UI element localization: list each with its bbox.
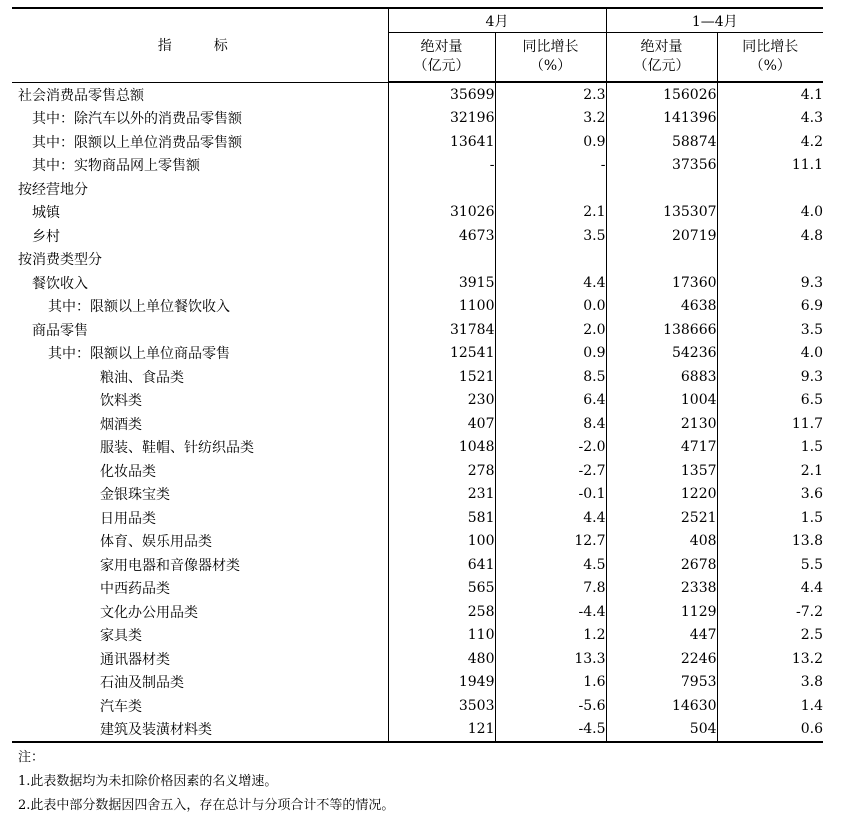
- month-growth-value: -4.5: [495, 718, 606, 743]
- table-row: [12, 295, 823, 319]
- ytd-growth-value: 11.1: [791, 157, 824, 174]
- month-growth-value: 4.4: [495, 506, 606, 530]
- abs-label: 绝对量: [640, 39, 683, 55]
- month-growth-value: [495, 177, 606, 201]
- month-absolute-value: 31784: [388, 318, 495, 342]
- abs-label: 绝对量: [420, 39, 463, 55]
- row-label: 商品零售: [12, 318, 388, 342]
- table-row: [12, 553, 823, 577]
- note-item-2: 2.此表中部分数据因四舍五入，存在总计与分项合计不等的情况。: [18, 798, 395, 813]
- month-absolute-value: 1949: [388, 671, 495, 695]
- table-row: [12, 600, 823, 624]
- ytd-growth-value: 9.3: [800, 368, 824, 385]
- month-growth-value: 1.6: [495, 671, 606, 695]
- month-absolute-value: 13641: [388, 130, 495, 154]
- row-label: 餐饮收入: [12, 271, 388, 295]
- ytd-growth-value: 4.4: [800, 580, 824, 597]
- growth-label: 同比增长: [522, 39, 579, 55]
- month-absolute-value: 110: [388, 624, 495, 648]
- ytd-absolute-value: 2678: [606, 553, 717, 577]
- ytd-growth-value: 3.5: [800, 321, 824, 338]
- ytd-growth-value: 5.5: [800, 556, 824, 573]
- ytd-absolute-value: 14630: [606, 694, 717, 718]
- row-label: 中西药品类: [12, 577, 388, 601]
- row-label: 建筑及装潢材料类: [12, 718, 388, 743]
- month-growth-header: [495, 33, 606, 83]
- month-absolute-value: 4673: [388, 224, 495, 248]
- month-growth-value: [495, 248, 606, 272]
- table-row: [12, 130, 823, 154]
- ytd-absolute-value: 504: [606, 718, 717, 743]
- table-row: [12, 271, 823, 295]
- ytd-growth-value: 1.5: [800, 439, 824, 456]
- table-row: [12, 224, 823, 248]
- growth-unit: （%）: [749, 58, 791, 74]
- ytd-absolute-value: 54236: [606, 342, 717, 366]
- ytd-growth-value: 4.8: [800, 227, 824, 244]
- ytd-absolute-value: 7953: [606, 671, 717, 695]
- ytd-abs-header: [606, 33, 717, 83]
- retail-sales-table: [12, 7, 823, 743]
- row-label: 乡村: [12, 224, 388, 248]
- ytd-absolute-value: 1357: [606, 459, 717, 483]
- month-growth-value: 7.8: [495, 577, 606, 601]
- month-growth-value: 0.9: [495, 342, 606, 366]
- row-label: 日用品类: [12, 506, 388, 530]
- table-row: [12, 412, 823, 436]
- ytd-growth-value: 4.0: [800, 345, 824, 362]
- month-growth-value: 2.3: [495, 82, 606, 107]
- period-month-header: 4月: [388, 8, 606, 33]
- month-growth-value: 6.4: [495, 389, 606, 413]
- ytd-absolute-value: 17360: [606, 271, 717, 295]
- month-growth-value: 13.3: [495, 647, 606, 671]
- ytd-absolute-value: 1129: [606, 600, 717, 624]
- month-absolute-value: 480: [388, 647, 495, 671]
- ytd-absolute-value: 2130: [606, 412, 717, 436]
- ytd-absolute-value: 135307: [606, 201, 717, 225]
- ytd-absolute-value: 2338: [606, 577, 717, 601]
- month-growth-value: 4.5: [495, 553, 606, 577]
- table-row: [12, 483, 823, 507]
- ytd-growth-value: 3.8: [800, 674, 824, 691]
- month-growth-value: 3.5: [495, 224, 606, 248]
- month-growth-value: 1.2: [495, 624, 606, 648]
- row-label: 服装、鞋帽、针纺织品类: [12, 436, 388, 460]
- table-row: [12, 577, 823, 601]
- row-label: 其中：限额以上单位消费品零售额: [12, 130, 388, 154]
- month-growth-value: 3.2: [495, 107, 606, 131]
- ytd-absolute-value: 408: [606, 530, 717, 554]
- row-label: 汽车类: [12, 694, 388, 718]
- row-label: 其中：除汽车以外的消费品零售额: [12, 107, 388, 131]
- ytd-growth-value: 4.3: [800, 110, 824, 127]
- row-label: 其中：限额以上单位餐饮收入: [12, 295, 388, 319]
- row-label: 文化办公用品类: [12, 600, 388, 624]
- abs-unit: （亿元）: [413, 58, 470, 74]
- ytd-growth-value: -7.2: [796, 603, 824, 620]
- month-absolute-value: 581: [388, 506, 495, 530]
- month-absolute-value: 3503: [388, 694, 495, 718]
- month-absolute-value: 35699: [388, 82, 495, 107]
- ytd-growth-value: 9.3: [800, 274, 824, 291]
- row-label: 其中：限额以上单位商品零售: [12, 342, 388, 366]
- row-label: 家用电器和音像器材类: [12, 553, 388, 577]
- ytd-absolute-value: 447: [606, 624, 717, 648]
- ytd-absolute-value: 2246: [606, 647, 717, 671]
- month-growth-value: 0.0: [495, 295, 606, 319]
- month-absolute-value: 258: [388, 600, 495, 624]
- ytd-growth-value: 3.6: [800, 486, 824, 503]
- table-row: [12, 624, 823, 648]
- table-row: [12, 506, 823, 530]
- row-label: 石油及制品类: [12, 671, 388, 695]
- table-row: [12, 365, 823, 389]
- ytd-absolute-value: 138666: [606, 318, 717, 342]
- month-absolute-value: 1100: [388, 295, 495, 319]
- ytd-absolute-value: [606, 248, 717, 272]
- ytd-growth-value: [717, 248, 823, 272]
- ytd-absolute-value: 58874: [606, 130, 717, 154]
- ytd-growth-value: 13.2: [791, 650, 824, 667]
- ytd-absolute-value: 4717: [606, 436, 717, 460]
- header-row-periods: [12, 8, 823, 33]
- month-growth-value: -: [495, 154, 606, 178]
- ytd-absolute-value: 4638: [606, 295, 717, 319]
- month-absolute-value: 3915: [388, 271, 495, 295]
- row-label: 体育、娱乐用品类: [12, 530, 388, 554]
- month-growth-value: 12.7: [495, 530, 606, 554]
- abs-unit: （亿元）: [633, 58, 690, 74]
- month-absolute-value: 100: [388, 530, 495, 554]
- row-label: 城镇: [12, 201, 388, 225]
- ytd-growth-value: [717, 177, 823, 201]
- ytd-growth-value: 0.6: [717, 718, 823, 743]
- ytd-growth-header: [717, 33, 823, 83]
- month-absolute-value: 231: [388, 483, 495, 507]
- row-label: 化妆品类: [12, 459, 388, 483]
- ytd-growth-value: 6.9: [800, 298, 824, 315]
- month-absolute-value: [388, 177, 495, 201]
- ytd-absolute-value: [606, 177, 717, 201]
- month-absolute-value: 31026: [388, 201, 495, 225]
- row-label: 家具类: [12, 624, 388, 648]
- month-growth-value: -4.4: [495, 600, 606, 624]
- table-row: [12, 177, 823, 201]
- ytd-absolute-value: 141396: [606, 107, 717, 131]
- month-growth-value: 8.5: [495, 365, 606, 389]
- row-label: 按消费类型分: [12, 248, 388, 272]
- table-row: [12, 342, 823, 366]
- row-label: 通讯器材类: [12, 647, 388, 671]
- ytd-growth-value: 4.2: [800, 133, 824, 150]
- ytd-growth-value: 1.4: [800, 697, 824, 714]
- table-row: [12, 671, 823, 695]
- ytd-growth-value: 6.5: [800, 392, 824, 409]
- row-label: 金银珠宝类: [12, 483, 388, 507]
- month-absolute-value: 641: [388, 553, 495, 577]
- table-row: [12, 107, 823, 131]
- table-row: [12, 82, 823, 107]
- table-row: [12, 389, 823, 413]
- row-label: 粮油、食品类: [12, 365, 388, 389]
- growth-unit: （%）: [529, 58, 572, 74]
- row-label: 按经营地分: [12, 177, 388, 201]
- ytd-absolute-value: 2521: [606, 506, 717, 530]
- ytd-growth-value: 4.0: [800, 204, 824, 221]
- table-row: [12, 718, 823, 743]
- month-growth-value: -5.6: [495, 694, 606, 718]
- table-row: [12, 201, 823, 225]
- table-row: [12, 248, 823, 272]
- table-row: [12, 530, 823, 554]
- month-growth-value: 0.9: [495, 130, 606, 154]
- month-absolute-value: 1521: [388, 365, 495, 389]
- ytd-absolute-value: 1220: [606, 483, 717, 507]
- month-growth-value: 2.0: [495, 318, 606, 342]
- month-abs-header: [388, 33, 495, 83]
- month-growth-value: -2.0: [495, 436, 606, 460]
- ytd-absolute-value: 20719: [606, 224, 717, 248]
- table-row: [12, 694, 823, 718]
- note-item-1: 1.此表数据均为未扣除价格因素的名义增速。: [18, 774, 278, 789]
- ytd-absolute-value: 37356: [606, 154, 717, 178]
- table-row: [12, 459, 823, 483]
- ytd-growth-value: 11.7: [791, 415, 824, 432]
- month-growth-value: 4.4: [495, 271, 606, 295]
- ytd-absolute-value: 156026: [606, 82, 717, 107]
- month-absolute-value: 230: [388, 389, 495, 413]
- month-growth-value: -2.7: [495, 459, 606, 483]
- ytd-absolute-value: 6883: [606, 365, 717, 389]
- month-absolute-value: 121: [388, 718, 495, 743]
- month-absolute-value: 407: [388, 412, 495, 436]
- table-row: [12, 318, 823, 342]
- growth-label: 同比增长: [742, 39, 799, 55]
- month-absolute-value: 1048: [388, 436, 495, 460]
- row-label: 其中：实物商品网上零售额: [12, 154, 388, 178]
- ytd-absolute-value: 1004: [606, 389, 717, 413]
- month-absolute-value: 278: [388, 459, 495, 483]
- table-row: [12, 436, 823, 460]
- month-absolute-value: -: [388, 154, 495, 178]
- row-label: 社会消费品零售总额: [12, 82, 388, 107]
- month-growth-value: 8.4: [495, 412, 606, 436]
- ytd-growth-value: 13.8: [791, 533, 824, 550]
- table-notes: [18, 746, 394, 818]
- ytd-growth-value: 4.1: [800, 86, 824, 103]
- row-label: 饮料类: [12, 389, 388, 413]
- notes-title: 注：: [18, 750, 45, 765]
- ytd-growth-value: 2.1: [800, 462, 824, 479]
- ytd-growth-value: 1.5: [800, 509, 824, 526]
- month-growth-value: -0.1: [495, 483, 606, 507]
- row-label: 烟酒类: [12, 412, 388, 436]
- month-absolute-value: 32196: [388, 107, 495, 131]
- period-ytd-header: 1—4月: [606, 8, 823, 33]
- indicator-header: 指 标: [12, 8, 388, 82]
- month-absolute-value: 565: [388, 577, 495, 601]
- table-body: [12, 82, 823, 742]
- month-absolute-value: [388, 248, 495, 272]
- month-growth-value: 2.1: [495, 201, 606, 225]
- ytd-growth-value: 2.5: [800, 627, 824, 644]
- table-row: [12, 647, 823, 671]
- table-row: [12, 154, 823, 178]
- month-absolute-value: 12541: [388, 342, 495, 366]
